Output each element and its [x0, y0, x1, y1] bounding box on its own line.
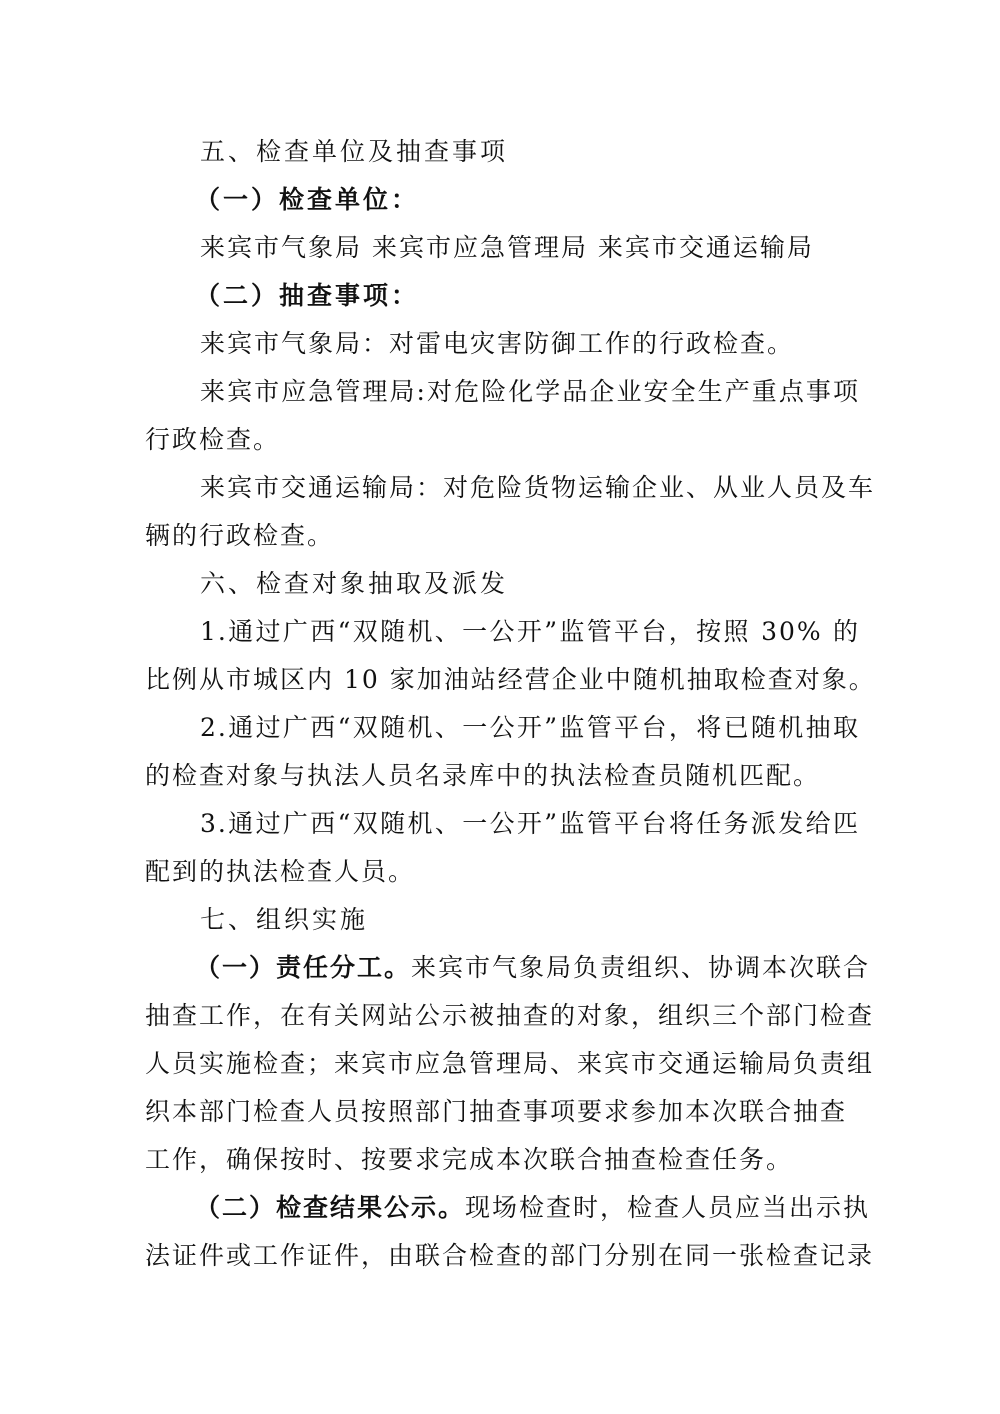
item-emergency-bureau-line-2: 行政检查。 — [145, 425, 281, 454]
responsibility-line-2: 抽查工作，在有关网站公示被抽查的对象，组织三个部门检查 — [145, 1001, 875, 1030]
subsection-inspection-items-heading: （二）抽查事项： — [195, 281, 420, 310]
inspection-units-line: 来宾市气象局 来宾市应急管理局 来宾市交通运输局 — [200, 233, 814, 262]
item-emergency-bureau-line-1: 来宾市应急管理局:对危险化学品企业安全生产重点事项 — [200, 377, 860, 406]
results-publicity-line-2: 法证件或工作证件，由联合检查的部门分别在同一张检查记录 — [145, 1241, 875, 1270]
step-3-line-2: 配到的执法检查人员。 — [145, 857, 416, 886]
subsection-inspection-units-heading: （一）检查单位： — [195, 185, 420, 214]
step-2-line-1: 2.通过广西“双随机、一公开”监管平台，将已随机抽取 — [200, 713, 860, 742]
responsibility-line-1-text: 来宾市气象局负责组织、协调本次联合 — [411, 953, 871, 982]
results-publicity-line-1-text: 现场检查时，检查人员应当出示执 — [465, 1193, 871, 1222]
section-7-heading: 七、组织实施 — [200, 905, 369, 934]
responsibility-bold-lead: （一）责任分工。 — [195, 953, 412, 982]
step-2-line-2: 的检查对象与执法人员名录库中的执法检查员随机匹配。 — [145, 761, 821, 790]
responsibility-line-5: 工作，确保按时、按要求完成本次联合抽查检查任务。 — [145, 1145, 794, 1174]
item-transport-bureau-line-1: 来宾市交通运输局：对危险货物运输企业、从业人员及车 — [200, 473, 876, 502]
item-meteorological-bureau: 来宾市气象局：对雷电灾害防御工作的行政检查。 — [200, 329, 795, 358]
item-transport-bureau-line-2: 辆的行政检查。 — [145, 521, 335, 550]
step-1-line-2: 比例从市城区内 10 家加油站经营企业中随机抽取检查对象。 — [145, 665, 876, 694]
step-3-line-1: 3.通过广西“双随机、一公开”监管平台将任务派发给匹 — [200, 809, 860, 838]
results-publicity-bold-lead: （二）检查结果公示。 — [195, 1193, 466, 1222]
responsibility-line-4: 织本部门检查人员按照部门抽查事项要求参加本次联合抽查 — [145, 1097, 848, 1126]
results-publicity-line-1 — [0, 1184, 1000, 1232]
step-1-line-1: 1.通过广西“双随机、一公开”监管平台，按照 30% 的 — [200, 617, 860, 646]
section-6-heading: 六、检查对象抽取及派发 — [200, 569, 509, 598]
section-5-heading: 五、检查单位及抽查事项 — [200, 137, 509, 166]
responsibility-line-3: 人员实施检查；来宾市应急管理局、来宾市交通运输局负责组 — [145, 1049, 875, 1078]
responsibility-line-1 — [0, 944, 1000, 992]
